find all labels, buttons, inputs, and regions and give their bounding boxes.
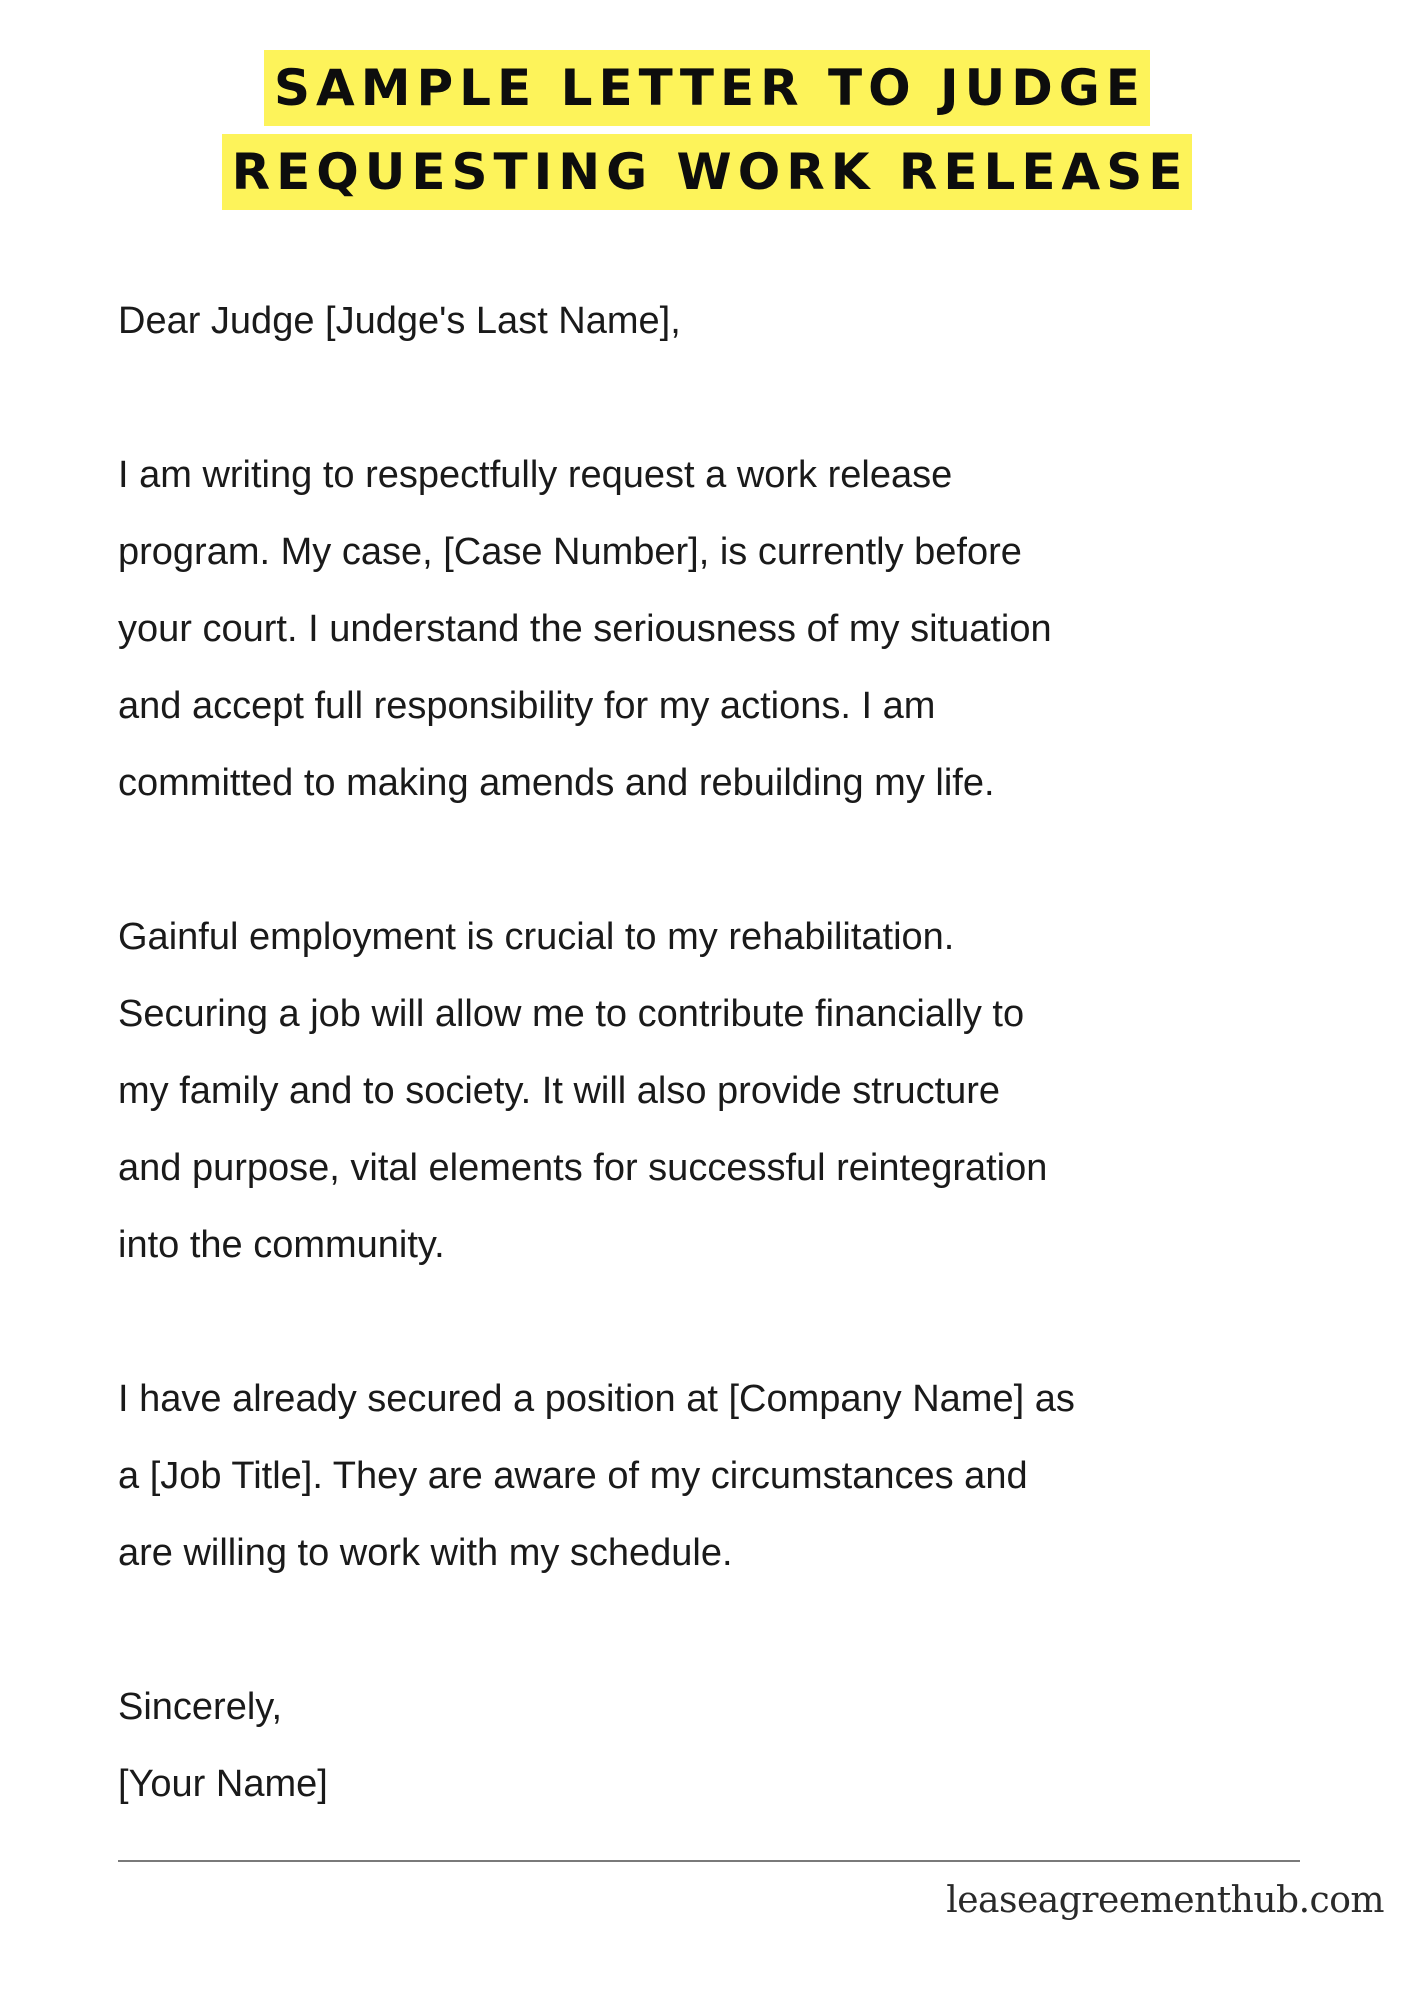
letter-body: [118, 283, 1338, 1823]
paragraph-line: my family and to society. It will also provide structure: [118, 1070, 1001, 1112]
title-line-1: SAMPLE LETTER TO JUDGE: [264, 50, 1150, 126]
footer-brand: leaseagreementhub.com: [946, 1880, 1384, 1921]
paragraph-line: and purpose, vital elements for successful reintegration: [118, 1147, 1048, 1189]
paragraph-line: your court. I understand the seriousness of my situation: [118, 608, 1052, 650]
paragraph-line: are willing to work with my schedule.: [118, 1532, 733, 1574]
paragraph-line: committed to making amends and rebuilding my life.: [118, 762, 995, 804]
paragraph-line: Gainful employment is crucial to my rehabilitation.: [118, 916, 955, 958]
paragraph-line: a [Job Title]. They are aware of my circumstances and: [118, 1455, 1028, 1497]
paragraph-1: [118, 437, 1338, 822]
paragraph-line: I am writing to respectfully request a work release: [118, 454, 953, 496]
paragraph-line: program. My case, [Case Number], is currently before: [118, 531, 1022, 573]
paragraph-line: I have already secured a position at [Company Name] as: [118, 1378, 1075, 1420]
signature: [Your Name]: [118, 1763, 328, 1805]
paragraph-3: [118, 1361, 1338, 1592]
paragraph-line: Securing a job will allow me to contribute financially to: [118, 993, 1025, 1035]
footer-divider: [118, 1860, 1300, 1862]
paragraph-line: and accept full responsibility for my actions. I am: [118, 685, 936, 727]
paragraph-2: [118, 899, 1338, 1284]
title-line-2: REQUESTING WORK RELEASE: [222, 134, 1193, 210]
paragraph-line: into the community.: [118, 1224, 445, 1266]
salutation: Dear Judge [Judge's Last Name],: [118, 300, 681, 342]
closing: Sincerely,: [118, 1686, 283, 1728]
page-title: [0, 50, 1414, 210]
